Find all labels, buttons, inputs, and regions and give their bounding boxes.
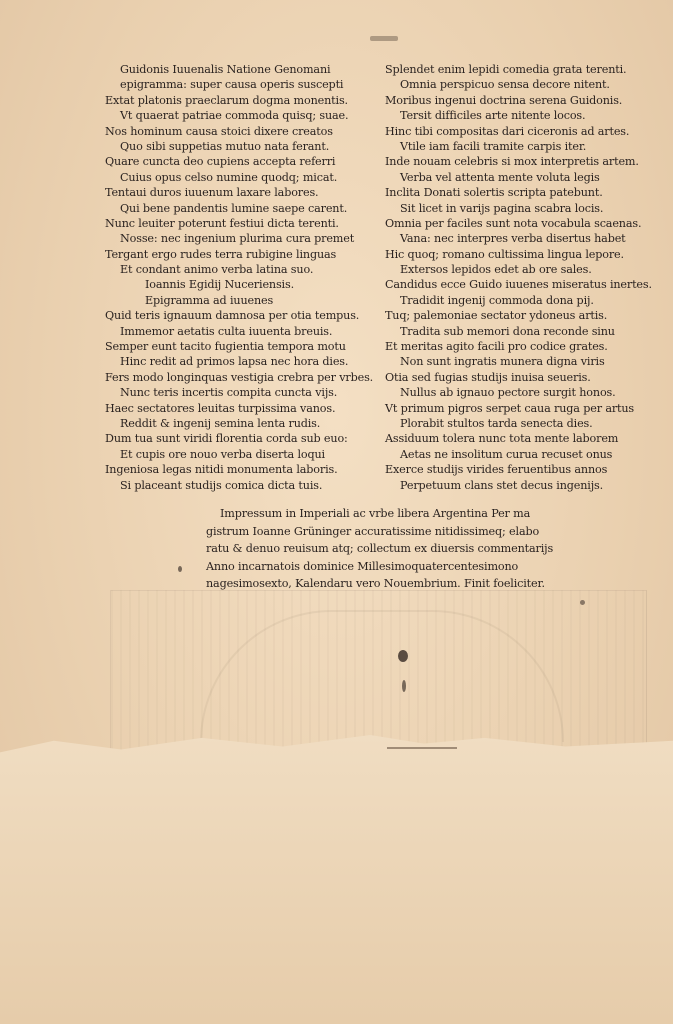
verse-line: Aetas ne insolitum curua recuset onus [400, 447, 613, 461]
verse-line: Plorabit stultos tarda senecta dies. [400, 416, 593, 430]
ink-rule-mark [387, 747, 457, 749]
verse-line: Nullus ab ignauo pectore surgit honos. [400, 386, 616, 400]
verse-line: Moribus ingenui doctrina serena Guidonis. [385, 93, 623, 107]
verse-line: Vana: nec interpres verba disertus habet [400, 232, 626, 246]
verse-line: Hic quoq; romano cultissima lingua lepore. [385, 247, 624, 261]
verse-line: Nos hominum causa stoici dixere creatos [105, 124, 333, 138]
colophon-line: ratu & denuo reuisum atq; collectum ex diuersis commentarijs [206, 542, 554, 556]
verse-line: Quo sibi suppetias mutuo nata ferant. [120, 139, 330, 153]
verse-line: Exerce studijs virides feruentibus annos [385, 463, 608, 477]
verse-line: Et condant animo verba latina suo. [120, 263, 314, 277]
verse-line: Extersos lepidos edet ab ore sales. [400, 263, 592, 277]
verse-line: Tradidit ingenij commoda dona pij. [400, 293, 594, 307]
verse-line: Tersit difficiles arte nitente locos. [400, 109, 586, 123]
verse-line: Hinc redit ad primos lapsa nec hora dies. [120, 355, 349, 369]
verse-line: Ioannis Egidij Nuceriensis. [145, 278, 294, 292]
verse-line: Omnia per faciles sunt nota vocabula scaenas. [385, 216, 642, 230]
verse-line: Inclita Donati solertis scripta patebunt. [385, 186, 603, 200]
verse-line: Hinc tibi compositas dari ciceronis ad artes. [385, 124, 630, 138]
colophon-line: gistrum Ioanne Grüninger accuratissime nitidissimeq; elabo [206, 524, 540, 538]
verse-line: Guidonis Iuuenalis Natione Genomani [120, 63, 331, 76]
verse-line: Et meritas agito facili pro codice grates. [385, 340, 608, 354]
ink-dot-right [580, 600, 585, 605]
verse-line: Splendet enim lepidi comedia grata terenti. [385, 63, 627, 76]
left-verse-column [105, 62, 380, 493]
verse-line: Tergant ergo rudes terra rubigine linguas [105, 247, 337, 261]
top-margin-mark [370, 36, 398, 41]
verse-line: Assiduum tolera nunc tota mente laborem [385, 432, 619, 446]
verse-line: Epigramma ad iuuenes [145, 293, 274, 307]
verse-line: Sit licet in varijs pagina scabra locis. [400, 201, 604, 215]
verse-line: Otia sed fugias studijs inuisa seueris. [385, 370, 591, 384]
verse-line: Perpetuum clans stet decus ingenijs. [400, 478, 604, 492]
colophon-block [206, 505, 554, 593]
verse-line: Et cupis ore nouo verba diserta loqui [120, 447, 325, 461]
verse-line: Cuius opus celso numine quodq; micat. [120, 170, 338, 184]
verse-line: Fers modo longinquas vestigia crebra per vrbes. [105, 370, 374, 384]
verse-line: Quid teris ignauum damnosa per otia tempus. [105, 309, 360, 323]
verse-line: Nosse: nec ingenium plurima cura premet [120, 232, 355, 246]
verse-line: Candidus ecce Guido iuuenes miseratus inertes. [385, 278, 652, 292]
torn-paper-lower [0, 735, 673, 1024]
ink-blot [398, 650, 408, 662]
ink-dot-left [178, 566, 182, 572]
verse-line: Vt primum pigros serpet caua ruga per artus [385, 401, 635, 415]
colophon-line: Anno incarnatois dominice Millesimoquatercentesimono [206, 559, 519, 573]
verse-line: Dum tua sunt viridi florentia corda sub euo: [105, 432, 348, 446]
verse-line: epigramma: super causa operis suscepti [120, 78, 344, 92]
verse-line: Inde nouam celebris si mox interpretis artem. [385, 155, 639, 169]
right-verse-column [385, 62, 650, 493]
verse-line: Tentaui duros iuuenum laxare labores. [105, 186, 319, 200]
verse-line: Omnia perspicuo sensa decore nitent. [400, 78, 610, 92]
verse-line: Si placeant studijs comica dicta tuis. [120, 478, 323, 492]
colophon-line: nagesimosexto, Kalendaru vero Nouembrium. Finit foeliciter. [206, 577, 545, 591]
verse-line: Vt quaerat patriae commoda quisq; suae. [120, 109, 349, 123]
verse-line: Qui bene pandentis lumine saepe carent. [120, 201, 348, 215]
verse-line: Vtile iam facili tramite carpis iter. [400, 139, 587, 153]
verse-line: Non sunt ingratis munera digna viris [400, 355, 605, 369]
ink-speck [402, 680, 406, 692]
verse-line: Verba vel attenta mente voluta legis [400, 170, 600, 184]
verse-line: Haec sectatores leuitas turpissima vanos. [105, 401, 336, 415]
verse-line: Nunc leuiter poterunt festiui dicta terenti. [105, 216, 339, 230]
verse-line: Reddit & ingenij semina lenta rudis. [120, 416, 321, 430]
verse-line: Tuq; palemoniae sectator ydoneus artis. [385, 309, 608, 323]
verse-line: Tradita sub memori dona reconde sinu [400, 324, 615, 338]
verse-line: Semper eunt tacito fugientia tempora motu [105, 340, 346, 354]
colophon-line: Impressum in Imperiali ac vrbe libera Argentina Per ma [220, 507, 531, 520]
verse-line: Immemor aetatis culta iuuenta breuis. [120, 324, 333, 338]
verse-line: Quare cuncta deo cupiens accepta referri [105, 155, 336, 169]
verse-line: Nunc teris incertis compita cuncta vijs. [120, 386, 338, 400]
verse-line: Ingeniosa legas nitidi monumenta laboris. [105, 463, 338, 477]
verse-line: Extat platonis praeclarum dogma monentis. [105, 93, 348, 107]
